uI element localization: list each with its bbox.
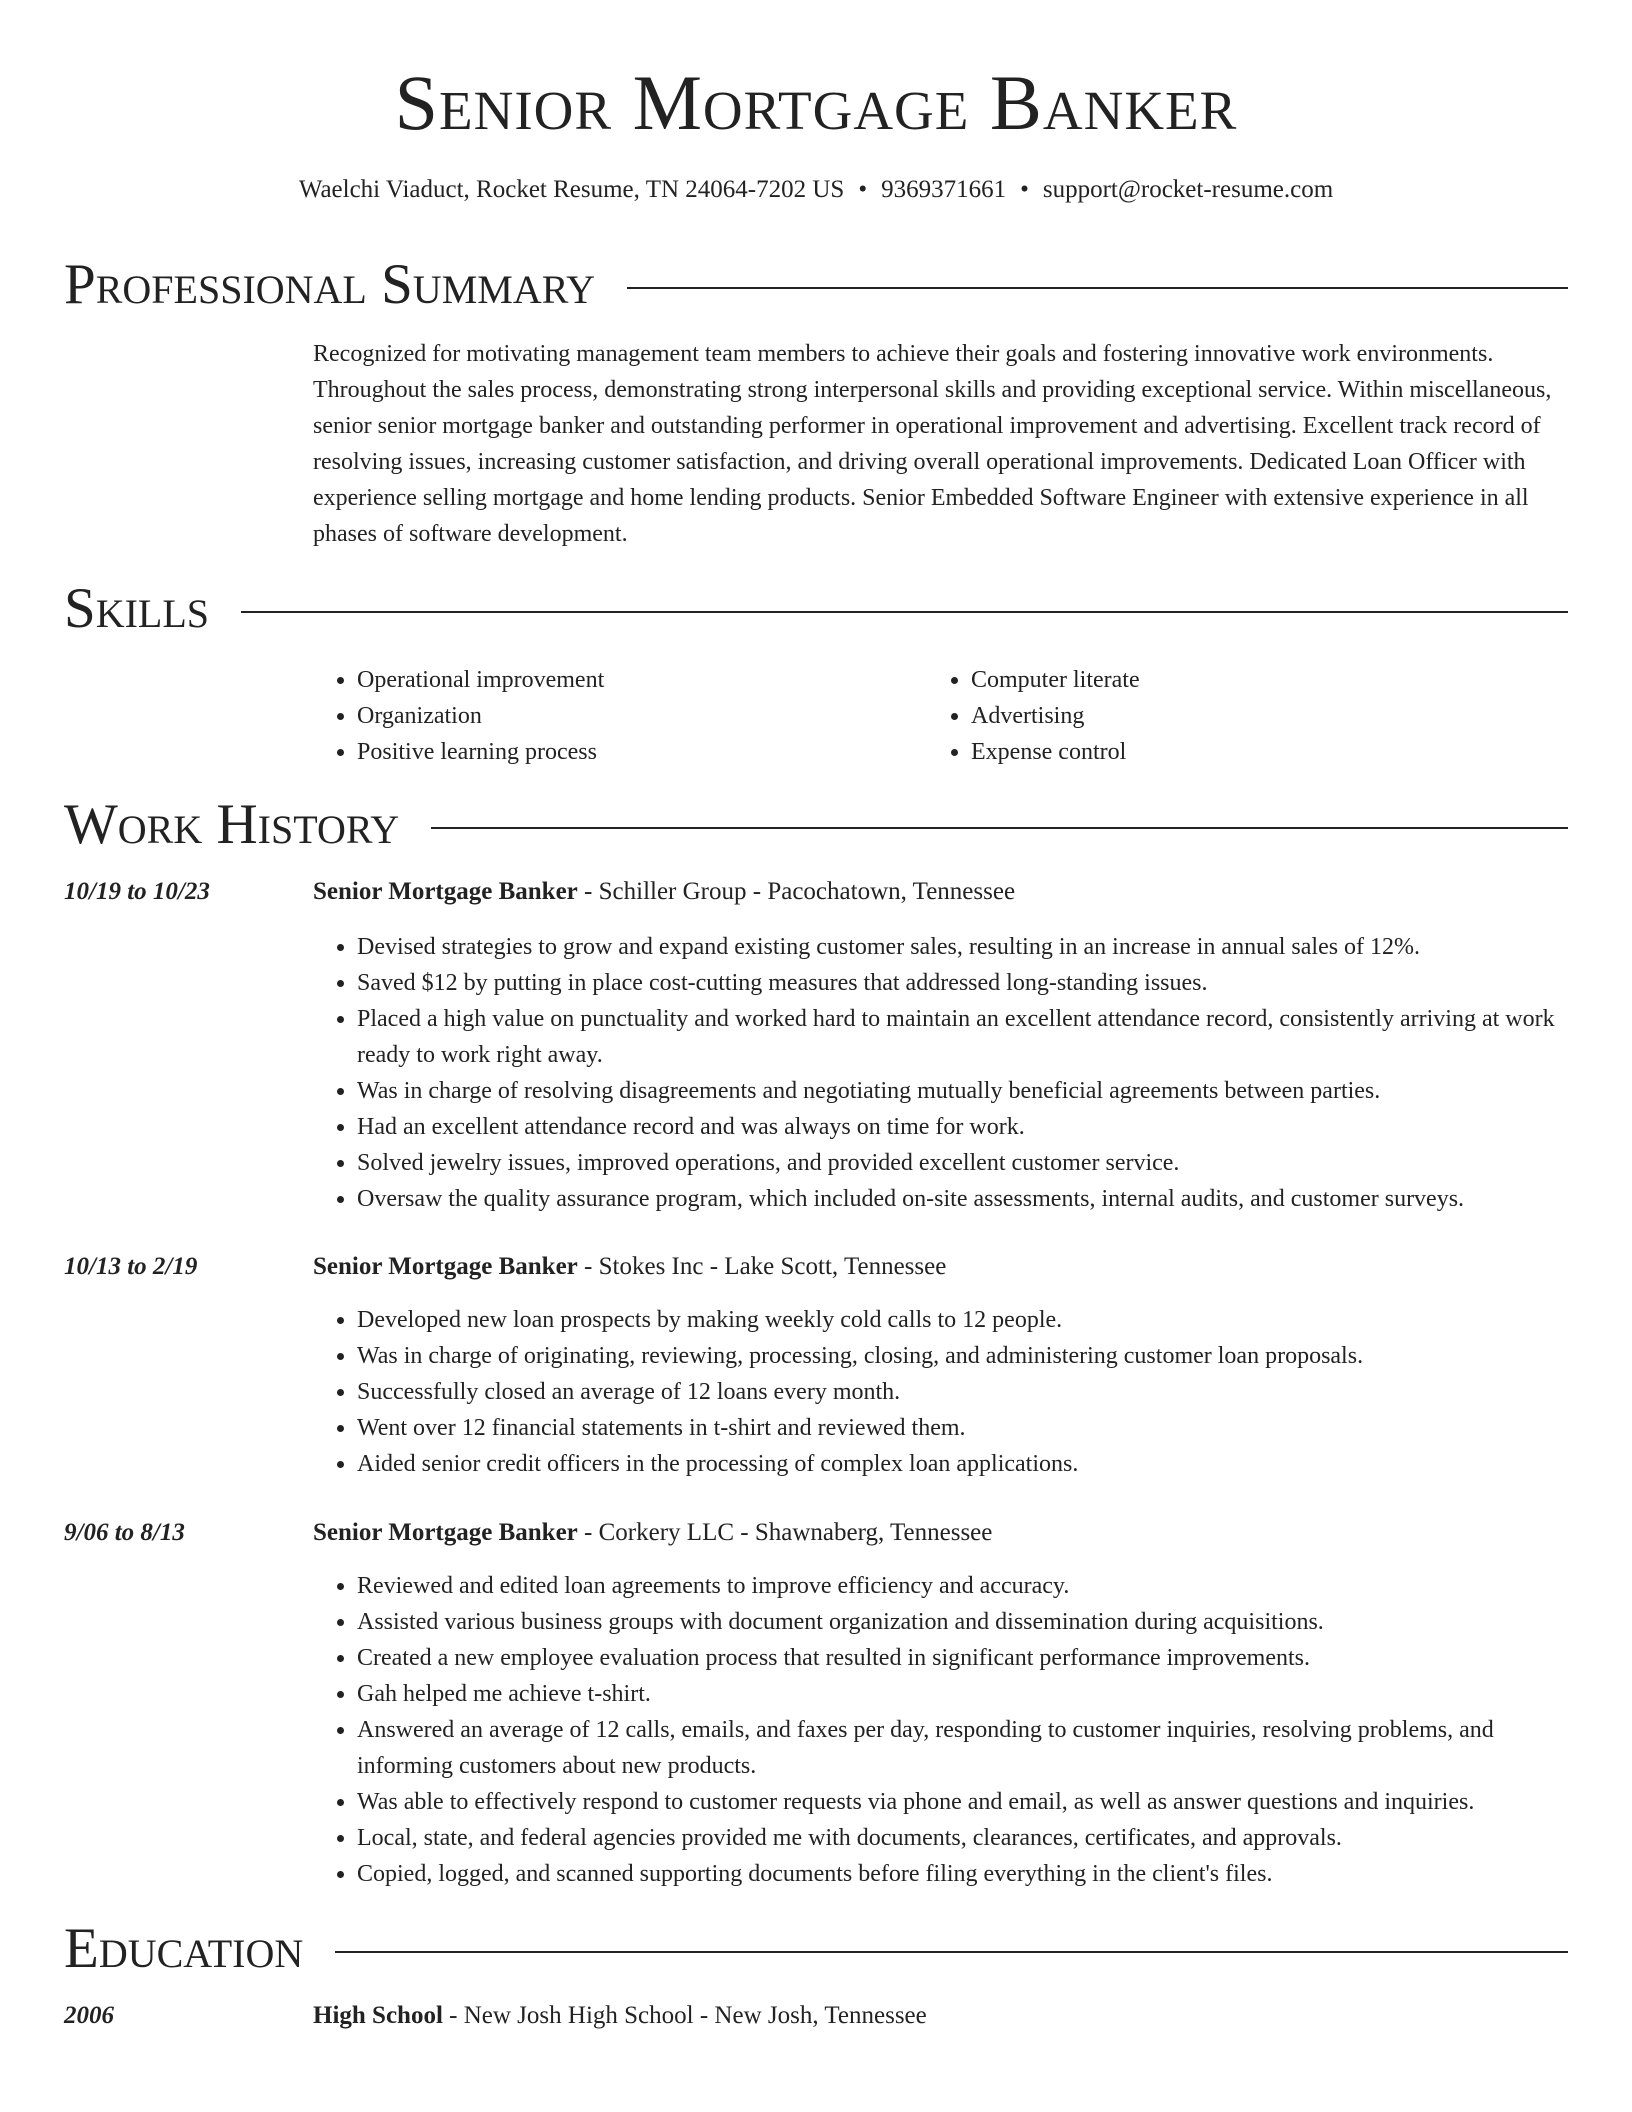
work-section-title: Work History [64,793,400,856]
job-heading [313,1516,992,1550]
contact-email[interactable]: support@rocket-resume.com [1042,176,1334,203]
job-bullet: • Was in charge of resolving disagreements and negotiating mutually beneficial agreements between parties. [357,1073,1575,1109]
job-bullet: • Copied, logged, and scanned supporting documents before filing everything in the client's files. [357,1856,1575,1892]
education-section-header [64,1918,1568,1980]
job-heading [313,1250,946,1284]
summary-text: Recognized for motivating management team members to achieve their goals and fostering innovative work environments. Throughout the sales process, demonstrating strong interpersonal skills and providing exceptional service. Within miscellaneous, senior senior mortgage banker and outstanding performer in operational improvement and advertising. Excellent track record of resolving issues, increasing customer satisfaction, and driving overall operational improvements. Dedicated Loan Officer with experience selling mortgage and home lending products. Senior Embedded Software Engineer with extensive experience in all phases of software development. [313,341,1552,547]
job-heading [313,875,1015,909]
skills-column-2 [927,662,1140,770]
job-bullet: • Devised strategies to grow and expand existing customer sales, resulting in an increase in annual sales of 12%. [357,929,1575,965]
job-bullet: • Local, state, and federal agencies provided me with documents, clearances, certificates, and approvals. [357,1820,1575,1856]
job-bullet: • Gah helped me achieve t-shirt. [357,1676,1575,1712]
skill-item: • Positive learning process [357,734,927,770]
job-dates: 9/06 to 8/13 [64,1519,185,1546]
education-year: 2006 [64,2002,114,2029]
section-divider [627,287,1568,289]
contact-line [0,174,1632,206]
contact-phone: 9369371661 [881,176,1007,203]
section-divider [335,1951,1568,1953]
job-bullet: • Solved jewelry issues, improved operations, and provided excellent customer service. [357,1145,1575,1181]
job-title: Senior Mortgage Banker [313,1253,578,1280]
section-divider [241,611,1568,613]
job-bullets [313,929,1575,1217]
job-bullet: • Saved $12 by putting in place cost-cutting measures that addressed long-standing issues. [357,965,1575,1001]
job-bullet: • Placed a high value on punctuality and worked hard to maintain an excellent attendance record, consistently arriving at work ready to work right away. [357,1001,1575,1073]
job-bullet: • Answered an average of 12 calls, emails, and faxes per day, responding to customer inquiries, resolving problems, and informing customers about new products. [357,1712,1575,1784]
section-divider [431,827,1568,829]
skills-list [313,662,1575,770]
job-bullet: • Had an excellent attendance record and was always on time for work. [357,1109,1575,1145]
skills-section-title: Skills [64,577,210,640]
job-dates: 10/13 to 2/19 [64,1253,198,1280]
skills-section-header [64,578,1568,640]
contact-separator: • [858,176,868,203]
contact-separator: • [1020,176,1029,203]
skill-item: • Organization [357,698,927,734]
job-company-location: - Stokes Inc - Lake Scott, Tennessee [577,1253,947,1280]
job-dates: 10/19 to 10/23 [64,878,210,905]
summary-section-header [64,254,1568,316]
job-bullet: • Was able to effectively respond to customer requests via phone and email, as well as answer questions and inquiries. [357,1784,1575,1820]
job-bullet: • Successfully closed an average of 12 loans every month. [357,1374,1575,1410]
summary-section-title: Professional Summary [64,253,596,316]
job-bullets [313,1568,1575,1892]
work-section-header [64,794,1568,856]
education-school-location: - New Josh High School - New Josh, Tennessee [442,2002,927,2029]
skill-item: • Computer literate [971,662,1140,698]
job-bullets [313,1302,1575,1482]
education-heading [313,1999,927,2033]
job-bullet: • Assisted various business groups with document organization and dissemination during acquisitions. [357,1604,1575,1640]
job-company-location: - Schiller Group - Pacochatown, Tennessee [577,878,1016,905]
skills-column-1 [313,662,927,770]
education-section-title: Education [64,1917,304,1980]
job-bullet: • Reviewed and edited loan agreements to improve efficiency and accuracy. [357,1568,1575,1604]
job-bullet: • Oversaw the quality assurance program, which included on-site assessments, internal audits, and customer surveys. [357,1181,1575,1217]
job-bullet: • Aided senior credit officers in the processing of complex loan applications. [357,1446,1575,1482]
job-title: Senior Mortgage Banker [313,878,578,905]
job-company-location: - Corkery LLC - Shawnaberg, Tennessee [577,1519,993,1546]
education-degree: High School [313,2002,443,2029]
skill-item: • Operational improvement [357,662,927,698]
contact-address: Waelchi Viaduct, Rocket Resume, TN 24064-7202 US [298,176,845,203]
job-bullet: • Developed new loan prospects by making weekly cold calls to 12 people. [357,1302,1575,1338]
skill-item: • Expense control [971,734,1140,770]
job-bullet: • Was in charge of originating, reviewing, processing, closing, and administering customer loan proposals. [357,1338,1575,1374]
job-title: Senior Mortgage Banker [313,1519,578,1546]
skill-item: • Advertising [971,698,1140,734]
job-bullet: • Created a new employee evaluation process that resulted in significant performance improvements. [357,1640,1575,1676]
resume-name: Senior Mortgage Banker [394,59,1238,146]
job-bullet: • Went over 12 financial statements in t-shirt and reviewed them. [357,1410,1575,1446]
